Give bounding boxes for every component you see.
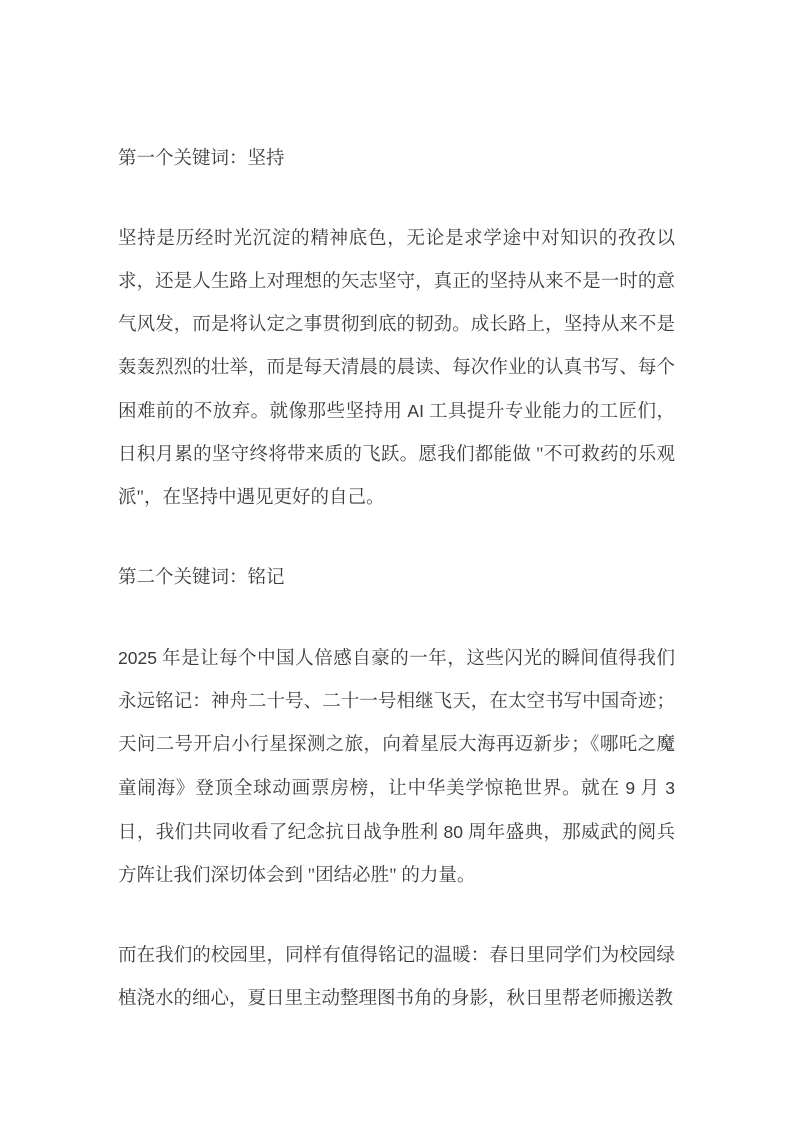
latin-text-run: 9 <box>625 778 636 798</box>
section-heading-keyword-1: 第一个关键词：坚持 <box>118 149 285 169</box>
section-heading-keyword-2: 第二个关键词：铭记 <box>118 568 285 588</box>
latin-text-run: 3 <box>665 778 675 798</box>
latin-text-run: 2025 <box>118 648 157 668</box>
paragraph-remembrance-2025: 2025 年是让每个中国人倍感自豪的一年，这些闪光的瞬间值得我们永远铭记：神舟二十号、二十一号相继飞天，在太空书写中国奇迹；天问二号开启小行星探测之旅，向着星辰大海再迈新步；《哪吒之魔童闹海》登顶全球动画票房榜，让中华美学惊艳世界。就在 9 月 3 日，我们共同收看了纪念抗日战争胜利 80 周年盛典，那威武的阅兵方阵让我们深切体会到 "团结必胜" 的力量。 <box>118 648 675 886</box>
latin-text-run: AI <box>407 401 424 421</box>
latin-text-run: 80 <box>443 822 463 842</box>
paragraph-campus-warmth: 而在我们的校园里，同样有值得铭记的温暖：春日里同学们为校园绿植浇水的细心，夏日里主动整理图书角的身影，秋日里帮老师搬送教 <box>118 946 675 1009</box>
paragraph-persistence: 坚持是历经时光沉淀的精神底色，无论是求学途中对知识的孜孜以求，还是人生路上对理想的矢志坚守，真正的坚持从来不是一时的意气风发，而是将认定之事贯彻到底的韧劲。成长路上，坚持从来不是轰轰烈烈的壮举，而是每天清晨的晨读、每次作业的认真书写、每个困难前的不放弃。就像那些坚持用 AI 工具提升专业能力的工匠们，日积月累的坚守终将带来质的飞跃。愿我们都能做 "不可救药的乐观派"，在坚持中遇见更好的自己。 <box>118 229 675 508</box>
